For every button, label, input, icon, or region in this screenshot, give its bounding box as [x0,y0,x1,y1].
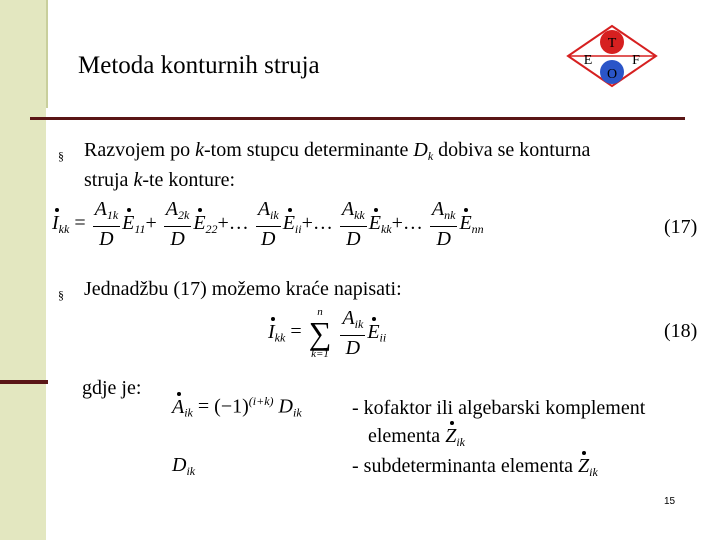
equation-17-tag: (17) [664,216,698,238]
logo-graphic [566,24,658,88]
bullet-1-text-a: Razvojem po [84,139,196,161]
logo-letter-left: E [583,53,593,68]
equation-18: $I_{kk}$ = n ∑ k=1 $\frac{A_{ik}}{D}$ $E_{ii}$ [268,306,387,360]
eq17-frac-4: $\frac{A_{kk}}{D}$ [341,198,365,250]
bullet-1-k: k [195,139,204,161]
definition-subdeterminant: $D_{ik}$ [172,454,196,478]
eq17-E-1: E [122,212,135,235]
logo-letter-bottom: O [606,67,618,82]
bullet-1-marker: § [58,149,64,163]
bullet-1-D: D [413,139,428,161]
bullet-1-text-c: dobiva se konturna [433,139,591,161]
logo-letter-right: F [632,53,640,68]
bullet-2-text: Jednadžbu (17) možemo kraće napisati: [84,278,402,300]
definition-cofactor: $A_{ik} = (-1)^{(i+k)}$ $D_{ik}$ [172,394,302,420]
bullet-1 [58,138,718,192]
bullet-1-text-d: struja [84,169,134,191]
bullet-1-k2: k [133,169,143,191]
eq17-frac-5: $\frac{A_{nk}}{D}$ [431,198,456,250]
eq18-lhs: I [268,320,275,343]
eq18-frac: $\frac{A_{ik}}{D}$ [342,306,364,359]
eq17-lhs-sub: kk [58,222,70,237]
eq17-frac-3: $\frac{A_{ik}}{D}$ [257,198,279,250]
bullet-2-marker: § [58,288,64,302]
cofactor-description: - kofaktor ili algebarski komplement [352,397,646,419]
eq17-E-2: E [193,212,206,235]
logo-letter-top: T [607,36,617,51]
eq17-E-4: E [368,212,381,235]
eq17-lhs: I [52,212,59,235]
eq18-sum: n ∑ k=1 [308,306,332,360]
bullet-1-text-b: -tom stupcu determinante [203,139,414,161]
left-sidebar-band [0,0,46,540]
cofactor-element: elementa $Z_{ik}$ [368,425,465,449]
eq18-E: E [367,320,380,343]
bullet-1-text-e: -te konture: [142,169,236,191]
subdeterminant-description: - subdeterminanta elementa $Z_{ik}$ [352,455,598,479]
eq17-equals: = [74,212,86,235]
eq17-E-5: E [459,212,472,235]
eq17-frac-2: $\frac{A_{2k}}{D}$ [165,198,190,250]
slide-title: Metoda konturnih struja [78,52,320,79]
sidebar-accent-bar [0,380,48,384]
bullet-2 [58,277,658,301]
eq17-frac-1: $\frac{A_{1k}}{D}$ [94,198,119,250]
bullet-1-D-sub: k [427,149,434,163]
page-number: 15 [664,496,676,507]
eq17-E-3: E [282,212,295,235]
where-label: gdje je: [82,377,142,399]
title-divider [30,117,685,120]
sidebar-edge-line [46,0,48,108]
equation-18-tag: (18) [664,320,698,342]
equation-17: $I_{kk}$ = $\frac{A_{1k}}{D}$ $E_{11}+$ $\frac{A_{2k}}{D}$ $E_{22}+\dots$ $\frac{A_{ik}}{D}$ $E_{ii}+\dots$ $\frac{A_{kk}}{D}$ $E_{kk}+\dots$ $\frac{A_{nk}}{D}$ $E_{nn}$ [52,198,484,250]
etfo-logo [566,24,658,88]
